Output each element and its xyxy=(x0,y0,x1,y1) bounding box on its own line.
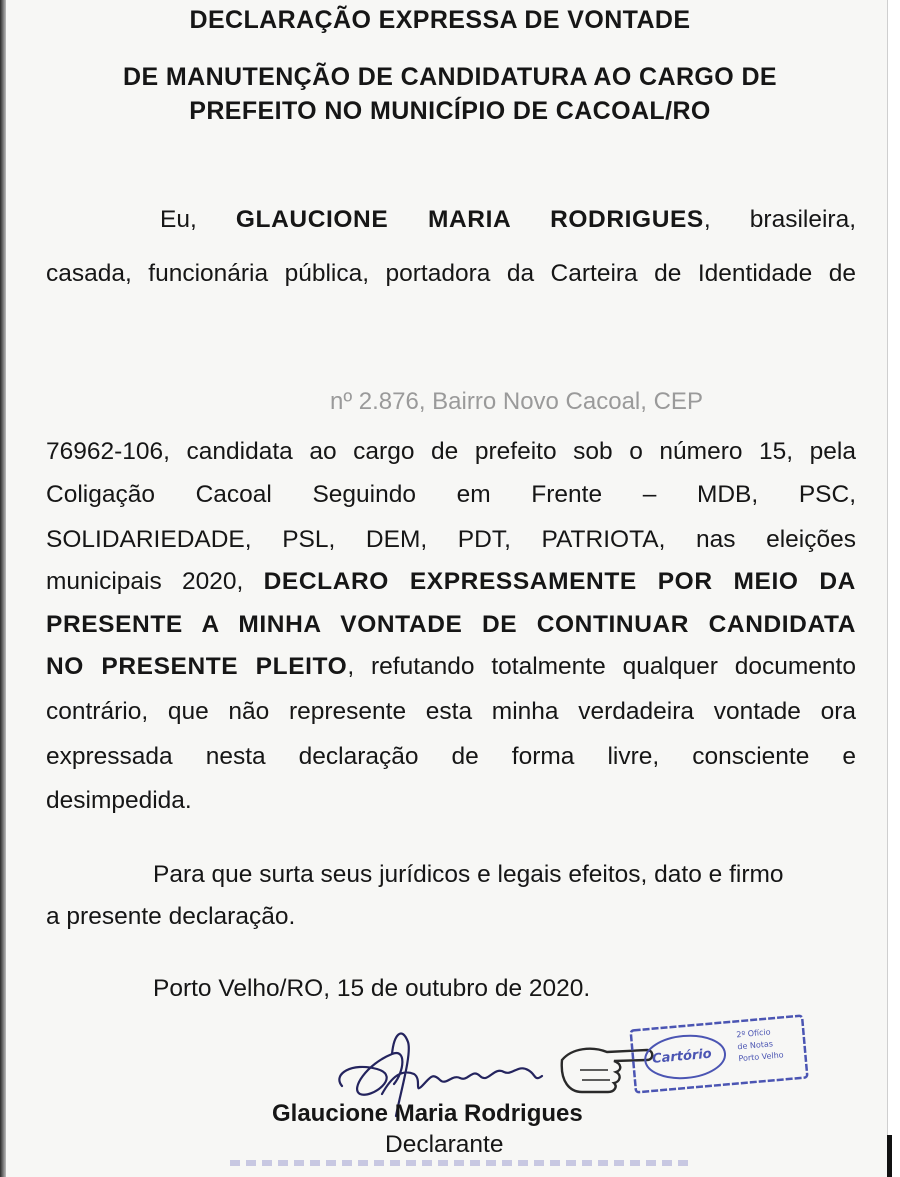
body-line-6: SOLIDARIEDADE, PSL, DEM, PDT, PATRIOTA, nas eleições xyxy=(46,526,856,553)
declaration-emphasis-2: PRESENTE A MINHA VONTADE DE CONTINUAR CANDIDATA xyxy=(46,611,856,638)
body-intro: Eu, xyxy=(160,206,197,233)
declarant-name: GLAUCIONE MARIA RODRIGUES xyxy=(235,206,704,233)
place-and-date: Porto Velho/RO, 15 de outubro de 2020. xyxy=(153,975,591,1002)
declaration-emphasis-3: NO PRESENTE PLEITO xyxy=(46,653,348,680)
stamp-main-text: Cartório xyxy=(651,1046,713,1067)
body-nationality: , brasileira, xyxy=(703,206,856,233)
signer-name: Glaucione Maria Rodrigues xyxy=(272,1100,583,1127)
body-line-11: expressada nesta declaração de forma livre, consciente e xyxy=(46,743,856,770)
closing-line-1: Para que surta seus jurídicos e legais efeitos, dato e firmo xyxy=(153,861,784,888)
title-line-2: DE MANUTENÇÃO DE CANDIDATURA AO CARGO DE xyxy=(123,63,777,91)
body-line-9 xyxy=(46,653,856,681)
scan-right-edge-shadow xyxy=(887,1135,892,1177)
scan-left-edge xyxy=(0,0,6,1177)
signer-role: Declarante xyxy=(385,1131,504,1158)
body-line-7 xyxy=(46,568,856,596)
body-line-2: casada, funcionária pública, portadora da Carteira de Identidade de xyxy=(46,260,856,287)
cut-off-line: nº 2.876, Bairro Novo Cacoal, CEP xyxy=(330,388,703,415)
body-line-4: 76962-106, candidata ao cargo de prefeito sob o número 15, pela xyxy=(46,438,856,465)
body-refutation: , refutando totalmente qualquer documento xyxy=(347,653,856,680)
faint-footer-text xyxy=(230,1160,690,1166)
body-line-5: Coligação Cacoal Seguindo em Frente – MDB, PSC, xyxy=(46,481,856,508)
body-line-10: contrário, que não represente esta minha verdadeira vontade ora xyxy=(46,698,856,725)
body-line-1 xyxy=(160,206,856,234)
stamp-line-1: 2º Ofício xyxy=(736,1027,771,1040)
notary-stamp xyxy=(627,1010,811,1097)
body-year: municipais 2020, xyxy=(46,568,264,595)
scan-right-edge xyxy=(887,0,900,1177)
title-line-1: DECLARAÇÃO EXPRESSA DE VONTADE xyxy=(189,6,691,34)
body-line-12: desimpedida. xyxy=(46,787,192,814)
declaration-emphasis-1: DECLARO EXPRESSAMENTE POR MEIO DA xyxy=(263,568,856,595)
title-line-3: PREFEITO NO MUNICÍPIO DE CACOAL/RO xyxy=(189,97,711,125)
stamp-line-3: Porto Velho xyxy=(738,1050,784,1064)
closing-line-2: a presente declaração. xyxy=(46,903,296,930)
stamp-line-2: de Notas xyxy=(737,1039,774,1052)
